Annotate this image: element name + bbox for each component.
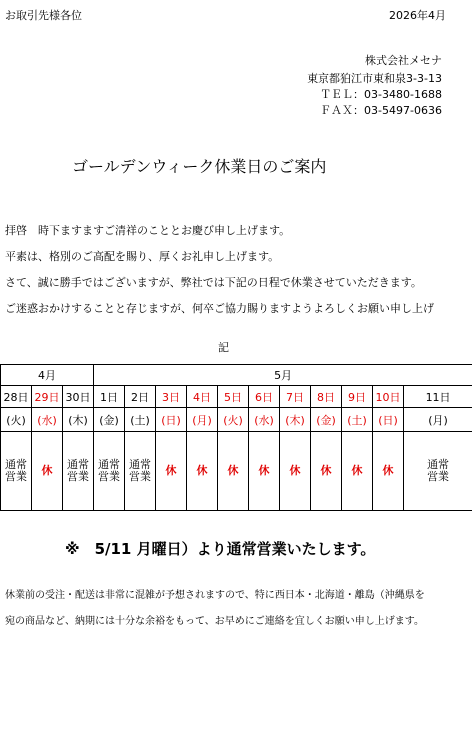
date-row	[1, 386, 472, 408]
weekday-cell: (木)	[280, 408, 311, 432]
open-cell: 通常 営業	[1, 432, 32, 511]
weekday-cell: (水)	[249, 408, 280, 432]
holiday-calendar	[0, 364, 472, 511]
open-cell: 通常 営業	[125, 432, 156, 511]
date-cell: 29日	[32, 386, 63, 408]
date-cell: 5日	[218, 386, 249, 408]
body-line: ご迷惑おかけすることと存じますが、何卒ご協力賜りますようよろしくお願い申し上げ	[5, 302, 434, 315]
footer-line: 休業前の受注・配送は非常に混雑が予想されますので、特に西日本・北海道・離島（沖縄県を	[5, 590, 425, 601]
date-cell: 6日	[249, 386, 280, 408]
date-cell: 8日	[311, 386, 342, 408]
month-april: 4月	[1, 365, 94, 386]
closed-cell: 休	[342, 432, 373, 511]
closed-cell: 休	[280, 432, 311, 511]
date-cell: 3日	[156, 386, 187, 408]
date-cell: 7日	[280, 386, 311, 408]
date-cell: 2日	[125, 386, 156, 408]
closed-cell: 休	[32, 432, 63, 511]
status-row	[1, 432, 472, 511]
sender-fax: ＦＡＸ：03-5497-0636	[320, 104, 442, 117]
sender-address: 東京都狛江市東和泉3-3-13	[307, 72, 442, 85]
open-cell: 通常 営業	[404, 432, 472, 511]
body-line: 平素は、格別のご高配を賜り、厚くお礼申し上げます。	[5, 250, 280, 263]
date-cell: 9日	[342, 386, 373, 408]
weekday-cell: (土)	[125, 408, 156, 432]
open-cell: 通常 営業	[63, 432, 94, 511]
resume-notice: ※ 5/11 月曜日）より通常営業いたします。	[65, 540, 376, 558]
date-cell: 4日	[187, 386, 218, 408]
sender-tel: ＴＥＬ：03-3480-1688	[320, 88, 442, 101]
weekday-cell: (水)	[32, 408, 63, 432]
date-cell: 30日	[63, 386, 94, 408]
month-row	[1, 365, 472, 386]
date-cell: 10日	[373, 386, 404, 408]
date-cell: 1日	[94, 386, 125, 408]
date-cell: 28日	[1, 386, 32, 408]
closed-cell: 休	[373, 432, 404, 511]
weekday-cell: (金)	[311, 408, 342, 432]
weekday-cell: (金)	[94, 408, 125, 432]
closed-cell: 休	[187, 432, 218, 511]
sender-company: 株式会社メセナ	[365, 54, 442, 67]
date-cell: 11日	[404, 386, 472, 408]
closed-cell: 休	[218, 432, 249, 511]
weekday-cell: (月)	[187, 408, 218, 432]
ki-heading: 記	[218, 341, 229, 354]
closed-cell: 休	[156, 432, 187, 511]
weekday-cell: (土)	[342, 408, 373, 432]
weekday-cell: (月)	[404, 408, 472, 432]
weekday-cell: (火)	[218, 408, 249, 432]
weekday-row	[1, 408, 472, 432]
document-date: 2026年4月	[389, 9, 446, 22]
weekday-cell: (日)	[373, 408, 404, 432]
weekday-cell: (木)	[63, 408, 94, 432]
weekday-cell: (火)	[1, 408, 32, 432]
body-line: さて、誠に勝手ではございますが、弊社では下記の日程で休業させていただきます。	[5, 276, 422, 289]
closed-cell: 休	[249, 432, 280, 511]
closed-cell: 休	[311, 432, 342, 511]
footer-line: 宛の商品など、納期には十分な余裕をもって、お早めにご連絡を宜しくお願い申し上げます。	[5, 616, 424, 627]
recipient: お取引先様各位	[5, 9, 82, 22]
body-line: 拝啓 時下ますますご清祥のこととお慶び申し上げます。	[5, 224, 291, 237]
month-may: 5月	[94, 365, 472, 386]
page-title: ゴールデンウィーク休業日のご案内	[72, 157, 327, 176]
sender-block	[0, 53, 442, 119]
weekday-cell: (日)	[156, 408, 187, 432]
open-cell: 通常 営業	[94, 432, 125, 511]
